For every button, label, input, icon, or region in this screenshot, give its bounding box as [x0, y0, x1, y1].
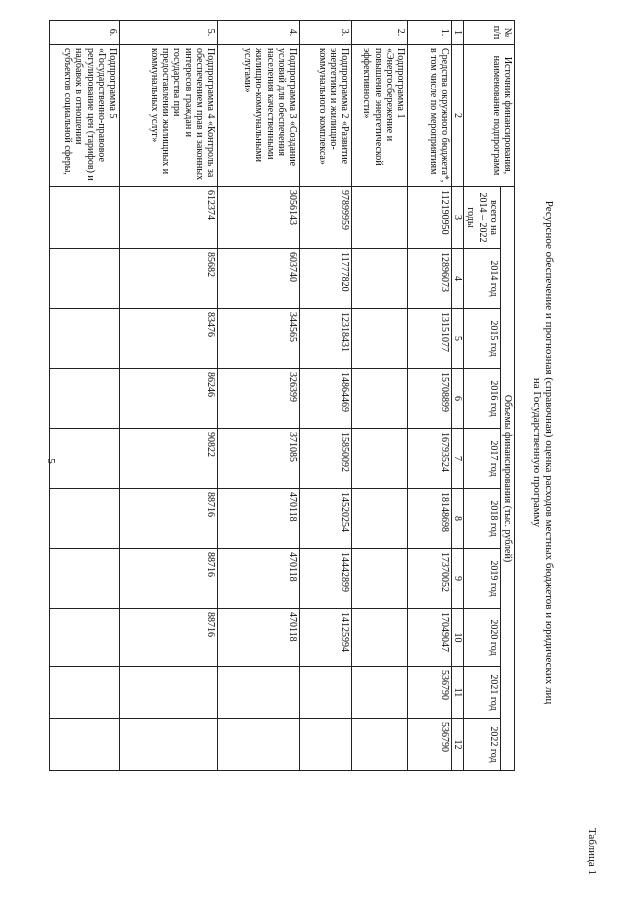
- row-year-value: 88716: [120, 609, 218, 667]
- column-index-row: [452, 21, 464, 771]
- table-label: Таблица 1: [586, 827, 598, 875]
- row-year-value: [50, 609, 120, 667]
- column-index: 11: [452, 667, 464, 719]
- row-year-value: [50, 369, 120, 429]
- document-heading: Ресурсное обеспечение и прогнозная (справочная) оценка расходов местных бюджетов и юридических лиц: [543, 200, 555, 705]
- row-name: Подпрограмма 4 «Контроль за обеспечением прав и законных интересов граждан и государства при предоставлении жилищных и коммунальных услуг»: [120, 45, 218, 187]
- row-year-value: [120, 667, 218, 719]
- document-heading-line-2: на Государственную программу: [531, 377, 543, 528]
- row-total: [50, 187, 120, 249]
- row-year-value: 15850092: [300, 429, 352, 489]
- col-header-year: 2021 год: [464, 667, 501, 719]
- row-year-value: 15708899: [408, 369, 452, 429]
- row-year-value: 603740: [218, 249, 300, 309]
- row-year-value: 14520254: [300, 489, 352, 549]
- col-header-year: 2022 год: [464, 719, 501, 771]
- column-index: 7: [452, 429, 464, 489]
- page-number: 5: [44, 458, 57, 464]
- col-header-year: 2016 год: [464, 369, 501, 429]
- row-name: Средства окружного бюджета*, в том числе по мероприятиям: [408, 45, 452, 187]
- table-header-row: [500, 21, 514, 771]
- col-header-total: всего на 2014 – 2022 годы: [464, 187, 501, 249]
- row-year-value: 83476: [120, 309, 218, 369]
- table-row: [218, 21, 300, 771]
- row-total: [352, 187, 408, 249]
- row-year-value: [352, 249, 408, 309]
- row-year-value: [352, 369, 408, 429]
- column-index: 8: [452, 489, 464, 549]
- column-index: 5: [452, 309, 464, 369]
- table-row: [300, 21, 352, 771]
- row-year-value: [50, 719, 120, 771]
- row-year-value: 326399: [218, 369, 300, 429]
- row-year-value: 85682: [120, 249, 218, 309]
- column-index: 2: [452, 45, 464, 187]
- row-year-value: 88716: [120, 549, 218, 609]
- row-total: 112190950: [408, 187, 452, 249]
- row-name: Подпрограмма 3 «Создание условий для обеспечения населения качественными жилищно-коммунальными услугами»: [218, 45, 300, 187]
- row-year-value: 86246: [120, 369, 218, 429]
- row-year-value: [300, 667, 352, 719]
- financing-table: [49, 20, 515, 771]
- row-year-value: [352, 489, 408, 549]
- row-year-value: [352, 719, 408, 771]
- row-number: 2.: [352, 21, 408, 45]
- row-year-value: 536790: [408, 719, 452, 771]
- col-header-year: 2020 год: [464, 609, 501, 667]
- col-header-volume-group: Объемы финансирования (тыс. рублей): [500, 187, 514, 771]
- row-year-value: 470118: [218, 549, 300, 609]
- column-index: 9: [452, 549, 464, 609]
- row-total: 97899959: [300, 187, 352, 249]
- row-year-value: [352, 309, 408, 369]
- column-index: 10: [452, 609, 464, 667]
- col-header-year: 2017 год: [464, 429, 501, 489]
- row-year-value: 470118: [218, 609, 300, 667]
- row-year-value: [50, 549, 120, 609]
- row-number: 4.: [218, 21, 300, 45]
- row-year-value: 13151077: [408, 309, 452, 369]
- table-row: [408, 21, 452, 771]
- row-year-value: [352, 549, 408, 609]
- row-year-value: [50, 667, 120, 719]
- row-year-value: [300, 719, 352, 771]
- row-year-value: 470118: [218, 489, 300, 549]
- col-header-year: 2018 год: [464, 489, 501, 549]
- row-name: Подпрограмма 1 «Энергосбережение и повышение энергетической эффективности»: [352, 45, 408, 187]
- row-year-value: [218, 719, 300, 771]
- row-year-value: 14442899: [300, 549, 352, 609]
- row-year-value: [50, 429, 120, 489]
- row-year-value: [352, 609, 408, 667]
- row-name: Подпрограмма 2 «Развитие энергетики и жилищно-коммунального комплекса»: [300, 45, 352, 187]
- row-year-value: 12318431: [300, 309, 352, 369]
- col-header-year: 2019 год: [464, 549, 501, 609]
- col-header-year: 2015 год: [464, 309, 501, 369]
- col-header-no: № п/п: [464, 21, 515, 45]
- row-year-value: 14864469: [300, 369, 352, 429]
- row-year-value: 14125994: [300, 609, 352, 667]
- col-header-year: 2014 год: [464, 249, 501, 309]
- row-number: 3.: [300, 21, 352, 45]
- row-year-value: 90822: [120, 429, 218, 489]
- row-name: Подпрограмма 5 «Государственно-правовое регулирование цен (тарифов) и надбавок в отношении субъектов социальной сферы,: [50, 45, 120, 187]
- row-year-value: 344565: [218, 309, 300, 369]
- row-number: 1.: [408, 21, 452, 45]
- row-year-value: 371085: [218, 429, 300, 489]
- column-index: 6: [452, 369, 464, 429]
- table-row: [352, 21, 408, 771]
- row-year-value: 11777820: [300, 249, 352, 309]
- row-year-value: [50, 309, 120, 369]
- row-year-value: [120, 719, 218, 771]
- column-index: 3: [452, 187, 464, 249]
- column-index: 12: [452, 719, 464, 771]
- row-year-value: 16793524: [408, 429, 452, 489]
- column-index: 4: [452, 249, 464, 309]
- row-total: 612374: [120, 187, 218, 249]
- row-year-value: 18148698: [408, 489, 452, 549]
- row-number: 5.: [120, 21, 218, 45]
- row-year-value: 12896073: [408, 249, 452, 309]
- row-year-value: 17370052: [408, 549, 452, 609]
- column-index: 1: [452, 21, 464, 45]
- col-header-name: Источник финансирования, наименование подпрограмм: [464, 45, 515, 187]
- row-year-value: 88716: [120, 489, 218, 549]
- row-year-value: [218, 667, 300, 719]
- row-year-value: [50, 249, 120, 309]
- row-number: 6.: [50, 21, 120, 45]
- row-year-value: 536790: [408, 667, 452, 719]
- row-year-value: 17049047: [408, 609, 452, 667]
- table-row: [120, 21, 218, 771]
- row-year-value: [352, 667, 408, 719]
- row-total: 3056143: [218, 187, 300, 249]
- table-row: [50, 21, 120, 771]
- row-year-value: [352, 429, 408, 489]
- row-year-value: [50, 489, 120, 549]
